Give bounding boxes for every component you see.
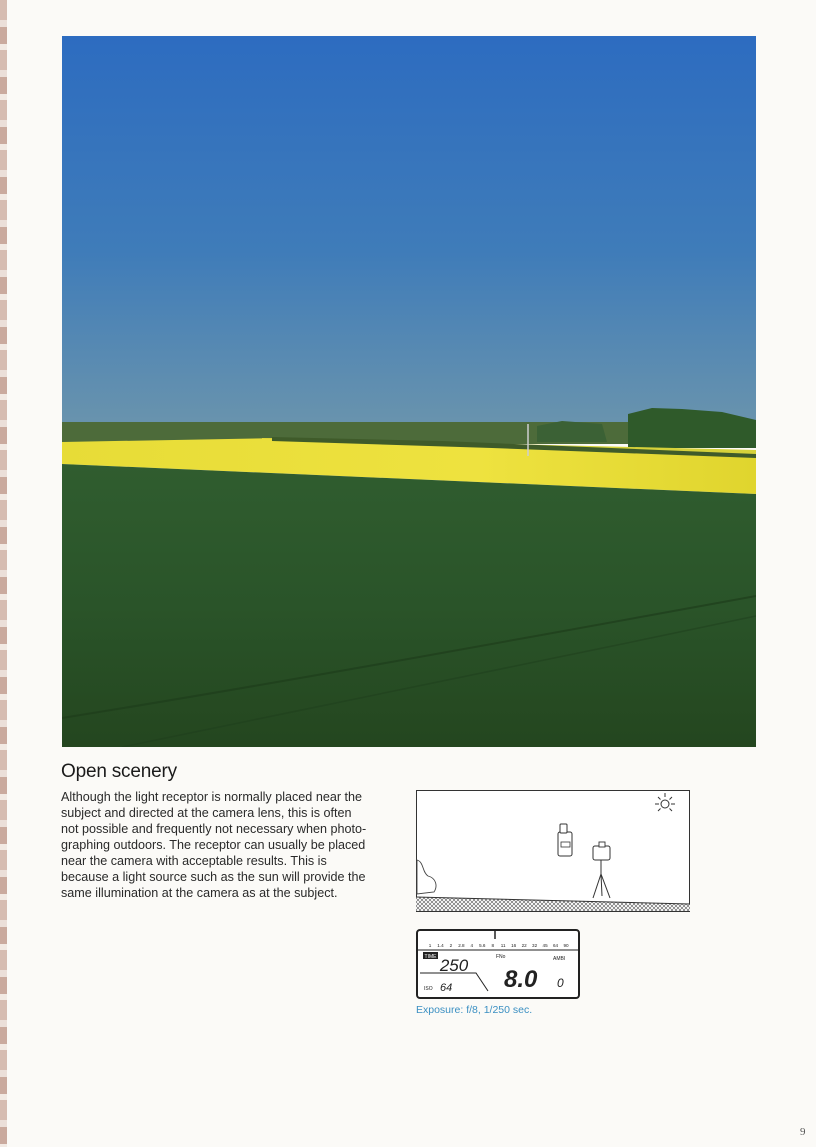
scale-value: 90: [563, 943, 569, 948]
paragraph-line: subject and directed at the camera lens, this is often: [61, 806, 352, 820]
scale-value: 45: [542, 943, 548, 948]
paragraph-line: near the camera with acceptable results. This is: [61, 854, 327, 868]
paragraph-line: same illumination at the camera as at the subject.: [61, 886, 338, 900]
fno-label: FNo: [496, 954, 506, 960]
paragraph-line: graphing outdoors. The receptor can usually be placed: [61, 838, 366, 852]
scale-value: 8: [491, 943, 495, 948]
book-spine-edge: [0, 0, 7, 1147]
scale-value: 22: [521, 943, 527, 948]
shutter-display: 250: [439, 956, 469, 975]
time-label: TIME: [424, 954, 437, 960]
page-number: 9: [800, 1126, 806, 1138]
scale-value: 4: [470, 943, 474, 948]
sky: [62, 36, 756, 428]
scale-value: 32: [532, 943, 538, 948]
meter-display: [416, 929, 580, 999]
iso-label: ISO: [424, 986, 433, 992]
fno-value: 8.0: [504, 966, 538, 993]
grass-field: [62, 464, 756, 747]
setup-diagram: [416, 790, 690, 912]
iso-value: 64: [440, 982, 453, 994]
mode-label: AMBI: [553, 956, 566, 962]
scale-value: 64: [552, 943, 559, 948]
scale-value: 2.8: [458, 943, 465, 948]
paragraph-line: Although the light receptor is normally placed near the: [61, 790, 363, 804]
paragraph-line: not possible and frequently not necessary when photo-: [61, 822, 367, 836]
fno-tenths: 0: [557, 976, 564, 990]
body-paragraph: [61, 789, 399, 901]
scale-value: 5.6: [479, 943, 486, 948]
paragraph-line: because a light source such as the sun will provide the: [61, 870, 366, 884]
scale-value: 1: [428, 943, 432, 948]
section-title: Open scenery: [61, 761, 177, 782]
exposure-caption: Exposure: f/8, 1/250 sec.: [416, 1004, 533, 1016]
landscape-photo: [62, 36, 756, 747]
scale-value: 1.4: [437, 943, 444, 948]
scale-value: 2: [449, 943, 453, 948]
scale-value: 16: [511, 943, 517, 948]
far-trees: [537, 421, 607, 442]
scale-value: 11: [500, 943, 506, 948]
